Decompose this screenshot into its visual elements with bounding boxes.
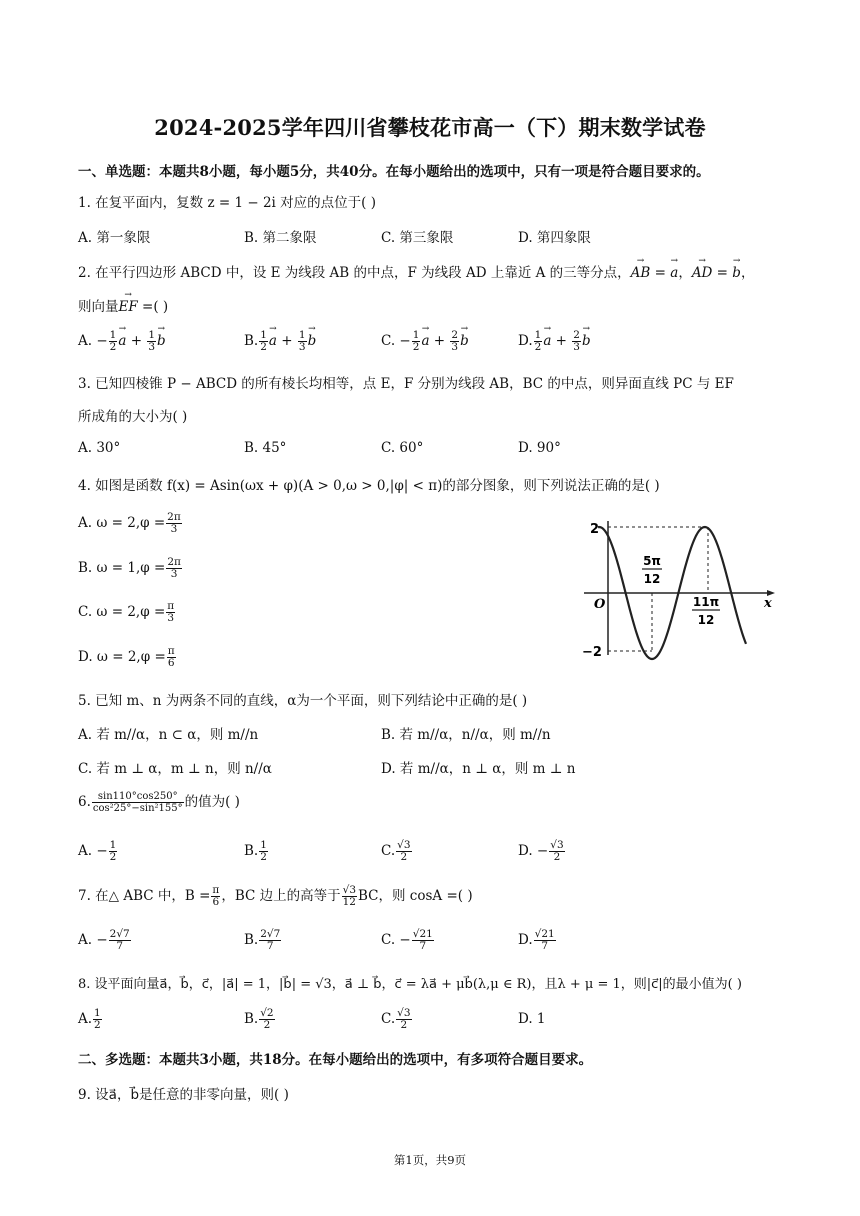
q8-option-b-label: B. xyxy=(244,1011,259,1027)
vector-b: → b xyxy=(732,265,741,281)
q7-stem-part3: BC，则 cosA =( ) xyxy=(358,888,473,904)
q4-option-d-label: D. ω = 2,φ = xyxy=(78,649,166,665)
q7-option-d-label: D. xyxy=(518,932,533,948)
q2-option-c-label: C. xyxy=(381,333,396,349)
q6-option-a xyxy=(78,840,118,863)
q6-option-c xyxy=(381,840,413,863)
q6-option-b-label: B. xyxy=(244,843,259,859)
vector-a: → a xyxy=(670,265,678,281)
q6-option-b xyxy=(244,840,269,863)
q7-option-d xyxy=(518,929,557,952)
fraction: $\frac{2\pi}{3}$ xyxy=(167,511,181,535)
q2-stem-suffix: =( ) xyxy=(137,299,169,315)
q7-stem-part2: ，BC 边上的高等于 xyxy=(221,888,341,904)
q4-option-c-label: C. ω = 2,φ = xyxy=(78,604,166,620)
fraction: $\frac{√3}{12}$ xyxy=(342,884,356,908)
fraction: $\frac{1}{3}$ xyxy=(148,329,155,353)
q4-option-a xyxy=(78,512,183,535)
section-1-heading: 一、单选题：本题共8小题，每小题5分，共40分。在每小题给出的选项中，只有一项是符合题目要求的。 xyxy=(78,164,710,180)
q4-option-c xyxy=(78,601,176,624)
section-2-heading: 二、多选题：本题共3小题，共18分。在每小题给出的选项中，有多项符合题目要求。 xyxy=(78,1052,593,1068)
q2-option-d-label: D. xyxy=(518,333,533,349)
q3-stem-line1: 3. 已知四棱锥 P − ABCD 的所有棱长均相等，点 E，F 分别为线段 AB，BC 的中点，则异面直线 PC 与 EF xyxy=(78,376,734,392)
vector-ab: → AB xyxy=(631,265,651,281)
q4-option-d xyxy=(78,646,177,669)
fraction: $\frac{1}{2}$ xyxy=(109,329,117,353)
q6-option-d-label: D. − xyxy=(518,843,549,859)
q2-stem-line2 xyxy=(78,295,168,315)
q3-option-c: C. 60° xyxy=(381,440,424,456)
q2-stem-prefix: 则向量 xyxy=(78,299,119,315)
fraction: $\frac{1}{2}$ xyxy=(260,839,267,863)
q6-option-d xyxy=(518,840,566,863)
fraction: $\frac{1}{2}$ xyxy=(109,839,117,863)
fraction: $\frac{\pi}{6}$ xyxy=(212,884,220,908)
fraction: $\frac{√21}{7}$ xyxy=(412,928,433,952)
fraction: $\frac{√3}{2}$ xyxy=(397,1007,411,1031)
q5-option-d: D. 若 m//α，n ⊥ α，则 m ⊥ n xyxy=(381,761,576,777)
mark-11pi-den: 12 xyxy=(697,613,715,627)
q6-option-a-label: A. − xyxy=(78,843,108,859)
q7-option-a-label: A. − xyxy=(78,932,108,948)
q2-option-a-label: A. xyxy=(78,333,93,349)
fraction: $\frac{√3}{2}$ xyxy=(397,839,411,863)
fraction: $\frac{√21}{7}$ xyxy=(534,928,555,952)
y-top-label: 2 xyxy=(590,522,600,537)
q8-option-c-label: C. xyxy=(381,1011,396,1027)
sine-graph-figure xyxy=(580,515,780,665)
q1-option-c: C. 第三象限 xyxy=(381,230,454,246)
q2-option-b: B. $\frac{1}{2}$ → a + $\frac{1}{3}$ → b xyxy=(244,330,316,353)
q7-option-b xyxy=(244,929,282,952)
fraction: $\frac{1}{2}$ xyxy=(260,329,267,353)
q7-stem-part1: 7. 在△ ABC 中，B = xyxy=(78,888,211,904)
fraction: $\frac{\pi}{3}$ xyxy=(167,600,175,624)
q6-number: 6. xyxy=(78,794,91,810)
fraction: $\frac{\sin 110^\circ\cos 250^\circ}{\text{cos²25°−sin²155°}}$ xyxy=(92,791,183,814)
y-bottom-label: −2 xyxy=(582,645,602,660)
q2-stem-line1: 2. 在平行四边形 ABCD 中，设 E 为线段 AB 的中点，F 为线段 AD 上靠近 A 的三等分点，→ AB = → a，→ AD = → b， xyxy=(78,261,754,281)
x-axis-label: x xyxy=(764,596,772,611)
q1-option-b: B. 第二象限 xyxy=(244,230,317,246)
q3-option-a: A. 30° xyxy=(78,440,121,456)
q8-option-a-label: A. xyxy=(78,1011,93,1027)
fraction: $\frac{2}{3}$ xyxy=(573,329,580,353)
fraction: $\frac{1}{3}$ xyxy=(298,329,306,353)
q6-option-c-label: C. xyxy=(381,843,396,859)
mark-11pi-num: 11π xyxy=(692,595,720,609)
q4-option-b xyxy=(78,557,183,580)
q7-option-b-label: B. xyxy=(244,932,259,948)
fraction: $\frac{2√7}{7}$ xyxy=(109,928,130,952)
page-title: 2024-2025学年四川省攀枝花市高一（下）期末数学试卷 xyxy=(154,115,706,140)
vector-ad: → AD xyxy=(692,265,713,281)
q5-option-c: C. 若 m ⊥ α，m ⊥ n，则 n//α xyxy=(78,761,272,777)
fraction: $\frac{1}{2}$ xyxy=(412,329,420,353)
fraction: $\frac{2√7}{7}$ xyxy=(260,928,281,952)
q8-option-c xyxy=(381,1008,413,1031)
q7-option-a xyxy=(78,929,132,952)
q2-option-d: D. $\frac{1}{2}$ → a + $\frac{2}{3}$ → b xyxy=(518,330,591,353)
q1-stem: 1. 在复平面内，复数 z = 1 − 2i 对应的点位于( ) xyxy=(78,195,376,211)
fraction: $\frac{√2}{2}$ xyxy=(260,1007,274,1031)
q2-stem-text: 2. 在平行四边形 ABCD 中，设 E 为线段 AB 的中点，F 为线段 AD 上靠近 A 的三等分点， xyxy=(78,265,631,281)
mark-5pi-den: 12 xyxy=(643,572,661,586)
q8-option-a xyxy=(78,1008,103,1031)
fraction: $\frac{1}{2}$ xyxy=(94,1007,101,1031)
q6-suffix: 的值为( ) xyxy=(184,794,240,810)
q6-stem xyxy=(78,790,240,814)
q7-stem xyxy=(78,884,473,908)
q3-stem-line2: 所成角的大小为( ) xyxy=(78,409,188,425)
q1-option-a: A. 第一象限 xyxy=(78,230,151,246)
q5-option-b: B. 若 m//α，n//α，则 m//n xyxy=(381,727,551,743)
q2-option-b-label: B. xyxy=(244,333,259,349)
q4-stem: 4. 如图是函数 f(x) = Asin(ωx + φ)(A > 0,ω > 0,|φ| < π)的部分图象，则下列说法正确的是( ) xyxy=(78,478,660,494)
fraction: $\frac{\pi}{6}$ xyxy=(167,645,175,669)
q8-option-b xyxy=(244,1008,276,1031)
q5-stem: 5. 已知 m、n 为两条不同的直线，α为一个平面，则下列结论中正确的是( ) xyxy=(78,693,528,709)
q3-option-b: B. 45° xyxy=(244,440,287,456)
q5-option-a: A. 若 m//α，n ⊂ α，则 m//n xyxy=(78,727,259,743)
q8-option-d: D. 1 xyxy=(518,1011,546,1027)
q4-option-a-label: A. ω = 2,φ = xyxy=(78,515,166,531)
q1-option-d: D. 第四象限 xyxy=(518,230,591,246)
origin-label: O xyxy=(594,597,606,612)
q4-option-b-label: B. ω = 1,φ = xyxy=(78,560,166,576)
fraction: $\frac{2}{3}$ xyxy=(451,329,459,353)
fraction: $\frac{2\pi}{3}$ xyxy=(167,556,181,580)
q7-option-c xyxy=(381,929,435,952)
mark-5pi-num: 5π xyxy=(643,554,661,568)
q9-stem: 9. 设a⃗，b⃗是任意的非零向量，则( ) xyxy=(78,1087,289,1103)
fraction: $\frac{√3}{2}$ xyxy=(550,839,564,863)
q7-option-c-label: C. − xyxy=(381,932,411,948)
fraction: $\frac{1}{2}$ xyxy=(534,329,542,353)
q8-stem: 8. 设平面向量a⃗，b⃗，c⃗，|a⃗| = 1，|b⃗| = √3，a⃗ ⊥ b⃗，c⃗ = λa⃗ + μb⃗(λ,μ ∈ R)，且λ + μ = 1，则|c⃗|的最小值为( ) xyxy=(78,977,742,992)
q2-option-a: A. − $\frac{1}{2}$ → a + $\frac{1}{3}$ → b xyxy=(78,330,166,353)
page-footer: 第1页，共9页 xyxy=(393,1153,467,1167)
vector-ef: → EF xyxy=(119,299,138,315)
q2-option-c: C. − $\frac{1}{2}$ → a + $\frac{2}{3}$ → b xyxy=(381,330,469,353)
q3-option-d: D. 90° xyxy=(518,440,561,456)
